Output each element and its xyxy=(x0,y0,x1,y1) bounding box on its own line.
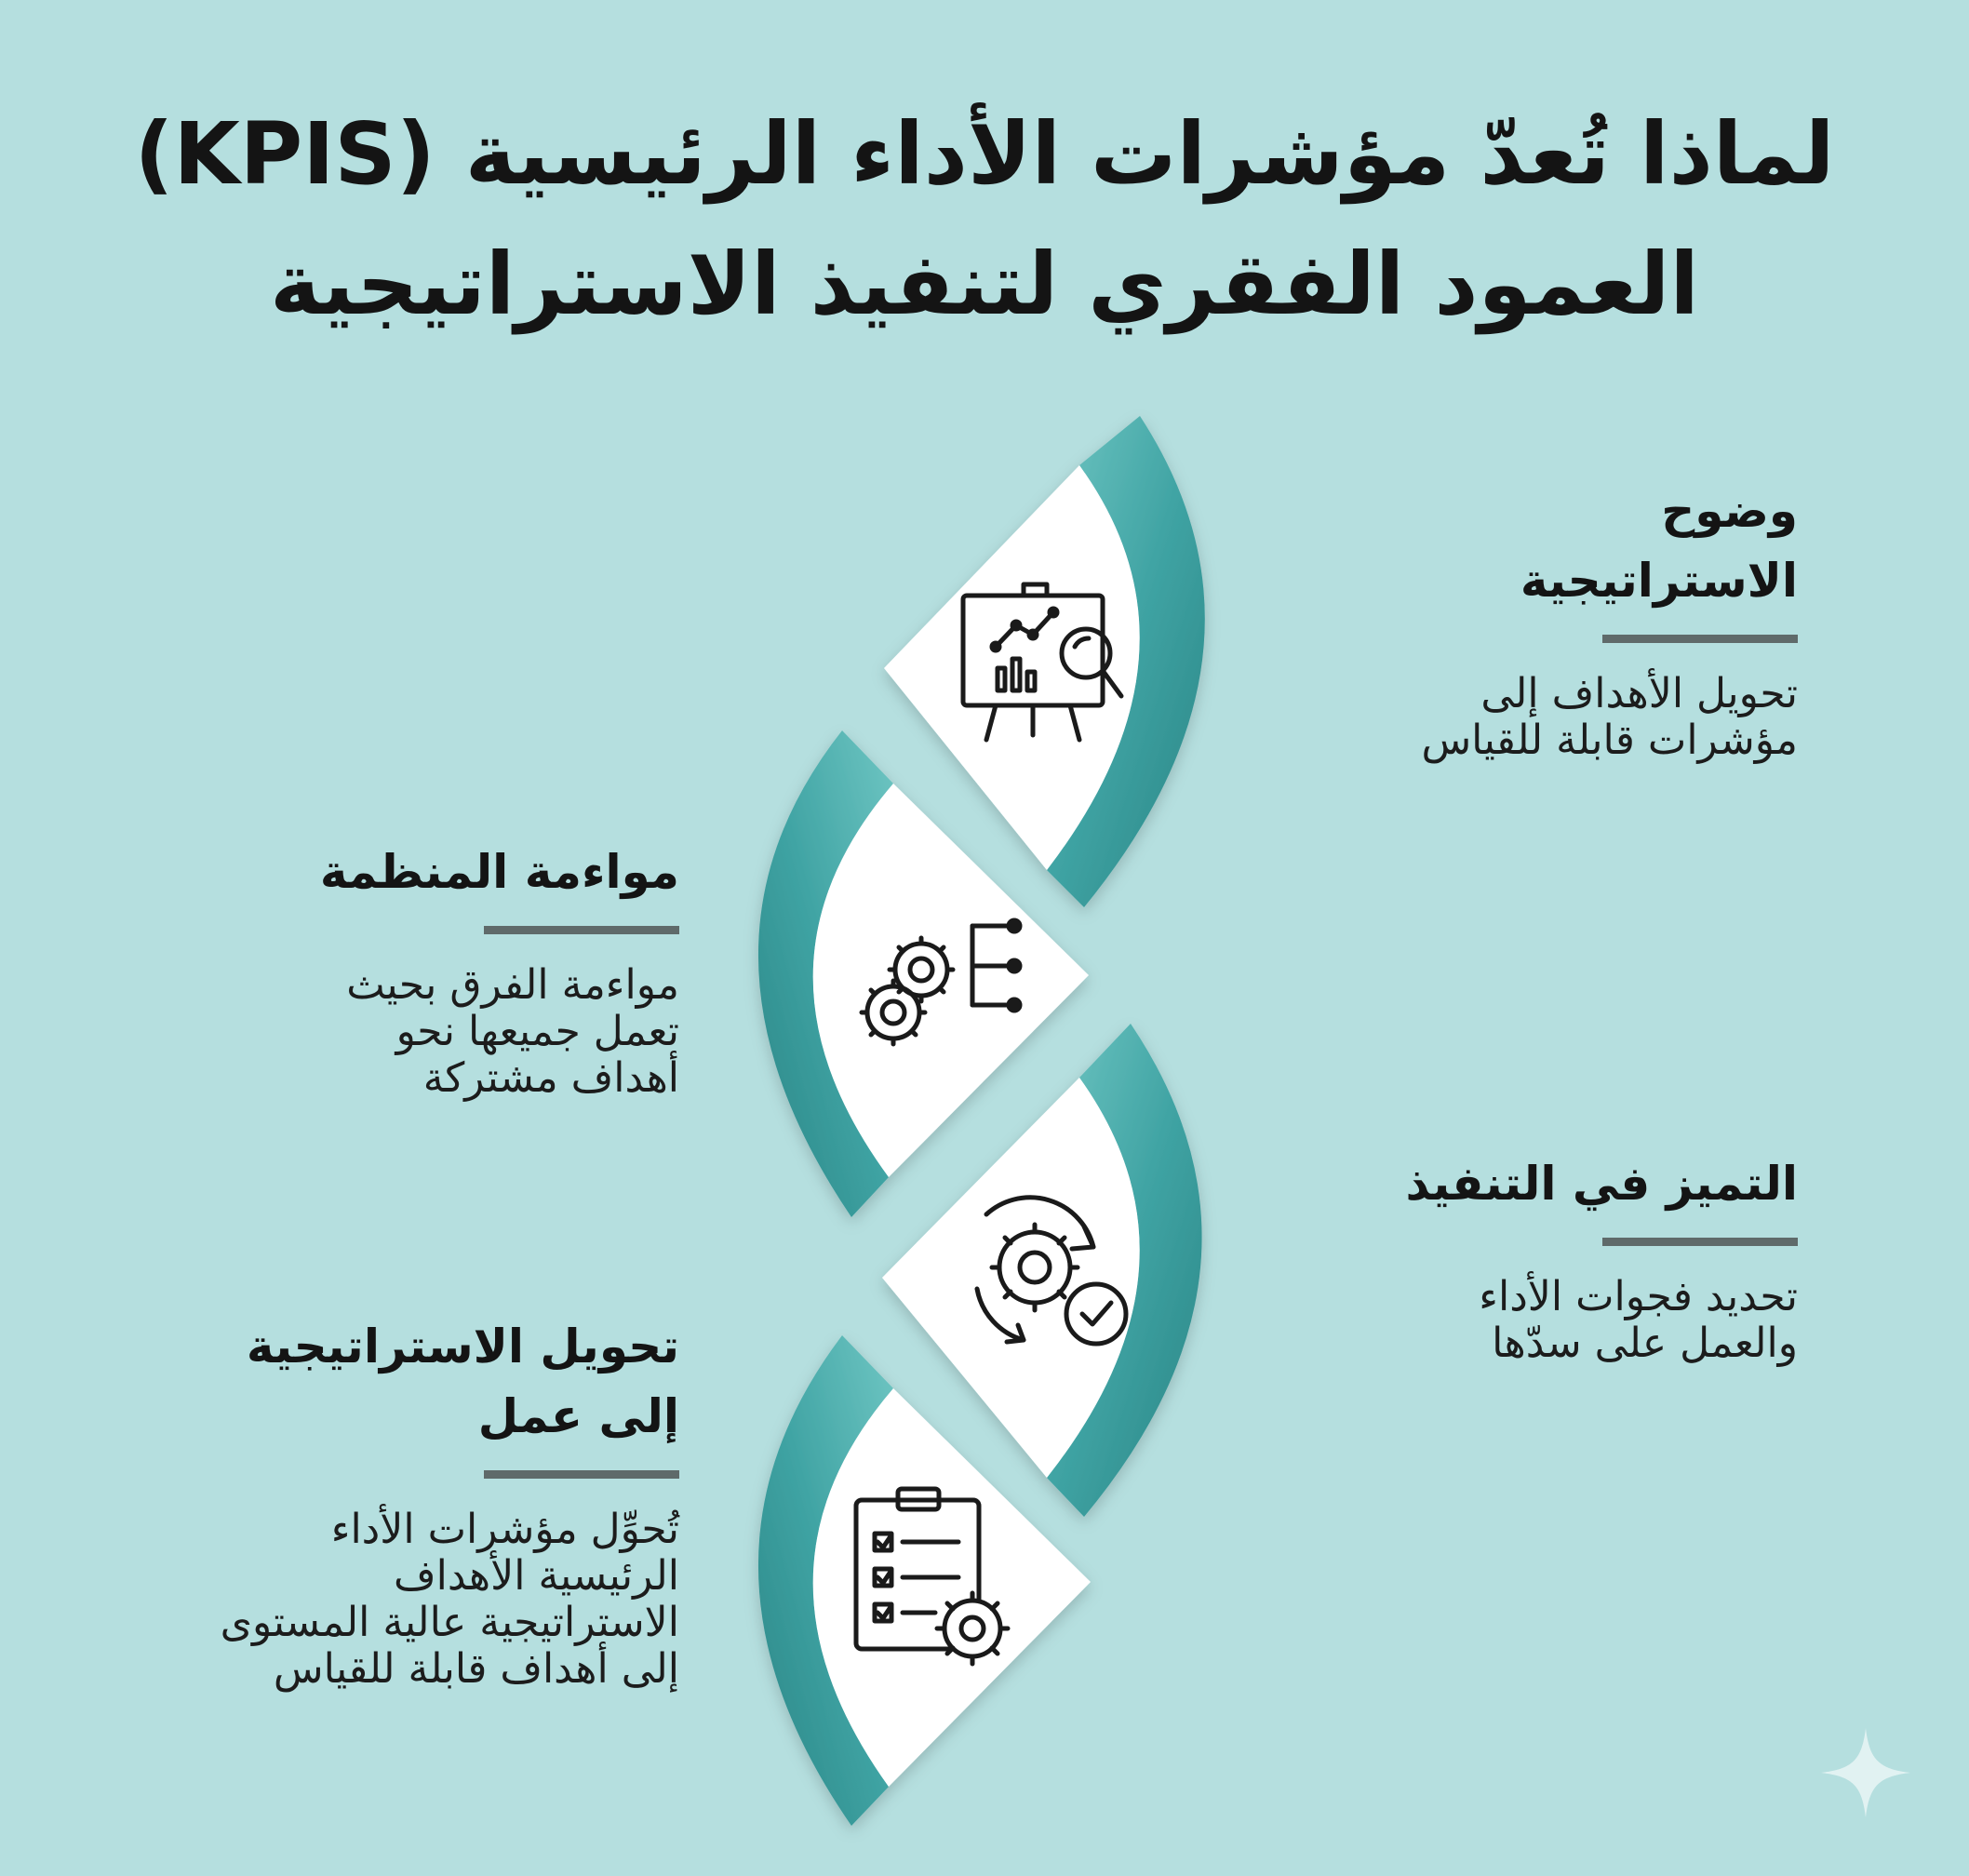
item-4-desc-line-4: إلى أهداف قابلة للقياس xyxy=(273,1645,679,1693)
item-1-desc-line-1: تحويل الأهداف إلى xyxy=(1480,670,1798,717)
item-4-desc-line-3: الاستراتيجية عالية المستوى xyxy=(220,1599,679,1646)
sparkle-icon xyxy=(1819,1726,1912,1819)
item-4-desc-line-2: الرئيسية الأهداف xyxy=(394,1552,679,1600)
item-3-desc-line-2: والعمل على سدّها xyxy=(1492,1320,1798,1367)
kpi-item-org-alignment xyxy=(205,838,679,1102)
item-1-heading-line-2: الاستراتيجية xyxy=(1520,554,1798,608)
kpi-item-strategy-to-action xyxy=(121,1312,679,1693)
item-4-heading-line-2: إلى عمل xyxy=(477,1389,679,1443)
item-2-desc-line-2: تعمل جميعها نحو xyxy=(395,1008,679,1055)
item-1-heading-line-1: وضوح xyxy=(1661,484,1798,538)
item-2-heading: مواءمة المنظمة xyxy=(319,845,679,899)
item-3-heading: التميز في التنفيذ xyxy=(1405,1157,1798,1211)
kpi-item-strategy-clarity xyxy=(1277,476,1798,764)
page-title-line-1: لماذا تُعدّ مؤشرات الأداء الرئيسية (KPIS) xyxy=(134,104,1835,204)
kpi-item-execution-excellence xyxy=(1277,1149,1798,1367)
item-1-divider xyxy=(1602,635,1798,643)
item-1-heading-block xyxy=(1491,476,1798,616)
page-title-line-2: العمود الفقري لتنفيذ الاستراتيجية xyxy=(270,234,1699,334)
item-4-desc-line-1: تُحوِّل مؤشرات الأداء xyxy=(330,1506,679,1553)
item-2-desc-line-3: أهداف مشتركة xyxy=(422,1054,679,1102)
item-3-desc-line-1: تحديد فجوات الأداء xyxy=(1479,1273,1798,1320)
item-4-heading-line-1: تحويل الاستراتيجية xyxy=(246,1320,679,1374)
item-1-desc-line-2: مؤشرات قابلة للقياس xyxy=(1421,717,1798,764)
item-3-divider xyxy=(1602,1238,1798,1246)
item-4-divider xyxy=(484,1470,679,1479)
item-2-divider xyxy=(484,926,679,934)
item-2-desc-line-1: مواءمة الفرق بحيث xyxy=(346,961,679,1009)
